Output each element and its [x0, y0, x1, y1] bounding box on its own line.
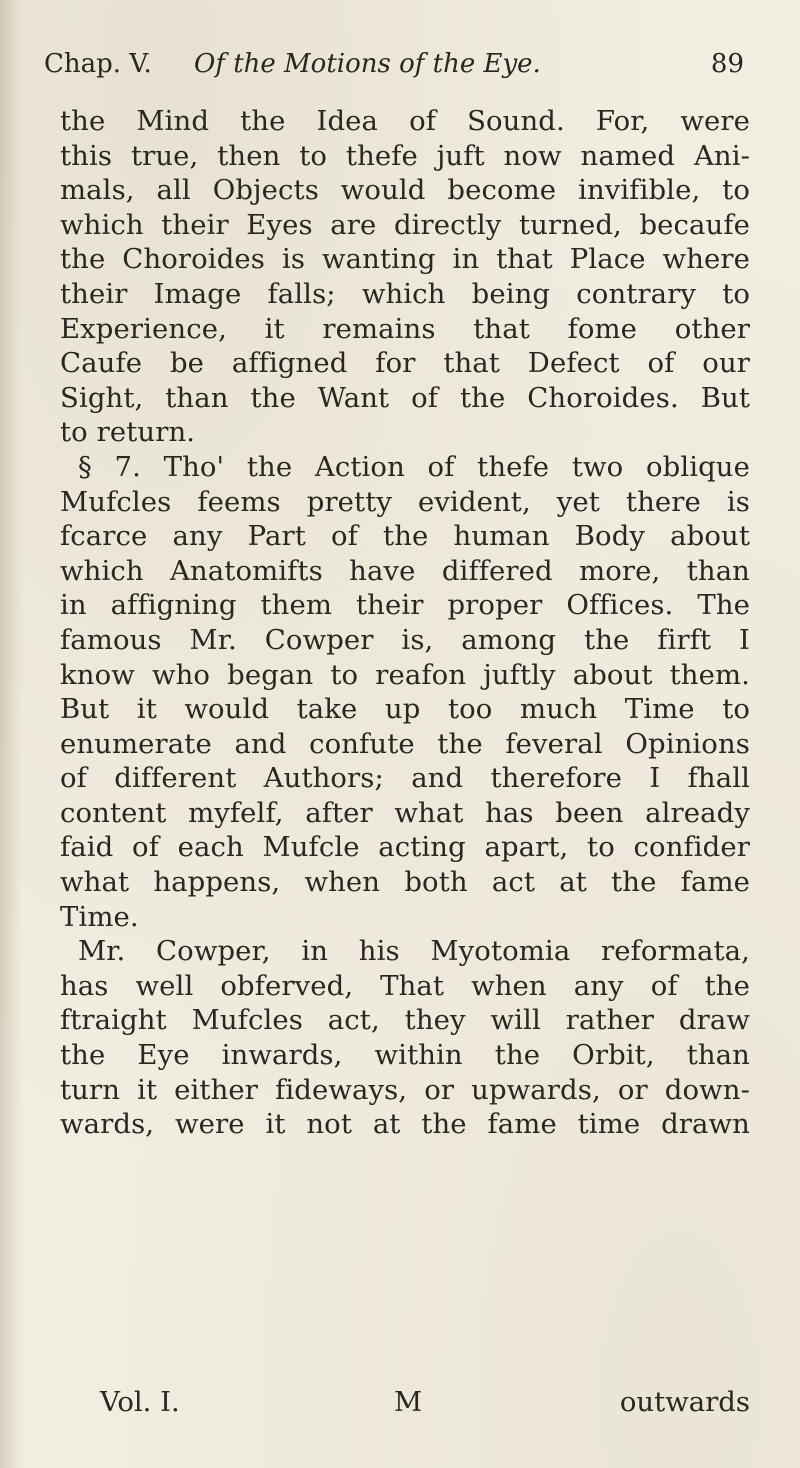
text-line: Caufe be affigned for that Defect of our — [60, 347, 750, 380]
text-line: Experience, it remains that fome other — [60, 312, 750, 345]
text-line: faid of each Mufcle acting apart, to confider — [60, 831, 750, 864]
text-line: content myfelf, after what has been already — [60, 796, 750, 829]
text-line: Sight, than the Want of the Choroides. But — [60, 381, 750, 414]
text-line: fcarce any Part of the human Body about — [60, 520, 750, 553]
text-line: the Eye inwards, within the Orbit, than — [60, 1039, 750, 1072]
text-line: enumerate and confute the feveral Opinions — [60, 727, 750, 760]
text-line: the Choroides is wanting in that Place where — [60, 243, 750, 276]
page-number: 89 — [710, 49, 744, 79]
text-line: Mufcles feems pretty evident, yet there is — [60, 485, 750, 518]
running-header — [44, 44, 744, 84]
running-title: Of the Motions of the Eye. — [194, 49, 541, 79]
chapter-label: Chap. V. — [44, 49, 152, 79]
paragraph-start-line: Mr. Cowper, in his Myotomia reformata, — [78, 935, 750, 968]
page-edge-shadow — [0, 0, 22, 1468]
text-line: their Image falls; which being contrary to — [60, 277, 750, 310]
text-line: this true, then to thefe juft now named Ani- — [60, 139, 750, 172]
text-line: famous Mr. Cowper is, among the firft I — [60, 623, 750, 656]
text-line: But it would take up too much Time to — [60, 693, 750, 726]
text-line: mals, all Objects would become invifible, to — [60, 174, 750, 207]
page-footer — [60, 1384, 750, 1420]
text-line: in affigning them their proper Offices. The — [60, 589, 750, 622]
body-text — [60, 104, 750, 1142]
text-line: know who began to reafon juftly about them. — [60, 658, 750, 691]
text-line: what happens, when both act at the fame — [60, 866, 750, 899]
text-line: wards, were it not at the fame time drawn — [60, 1108, 750, 1141]
text-line: ftraight Mufcles act, they will rather draw — [60, 1004, 750, 1037]
catchword: outwards — [619, 1386, 750, 1418]
text-line: Time. — [60, 900, 139, 933]
volume-label: Vol. I. — [100, 1386, 180, 1418]
section-start-line: § 7. Tho' the Action of thefe two oblique — [78, 450, 750, 483]
text-line: the Mind the Idea of Sound. For, were — [60, 105, 750, 137]
text-line: of different Authors; and therefore I fhall — [60, 762, 750, 795]
text-line: has well obferved, That when any of the — [60, 969, 750, 1002]
signature-mark: M — [394, 1386, 423, 1418]
text-line: to return. — [60, 416, 196, 449]
text-line: which their Eyes are directly turned, becaufe — [60, 208, 750, 241]
text-line: which Anatomifts have differed more, than — [60, 554, 750, 587]
text-line: turn it either fideways, or upwards, or down- — [60, 1073, 750, 1106]
